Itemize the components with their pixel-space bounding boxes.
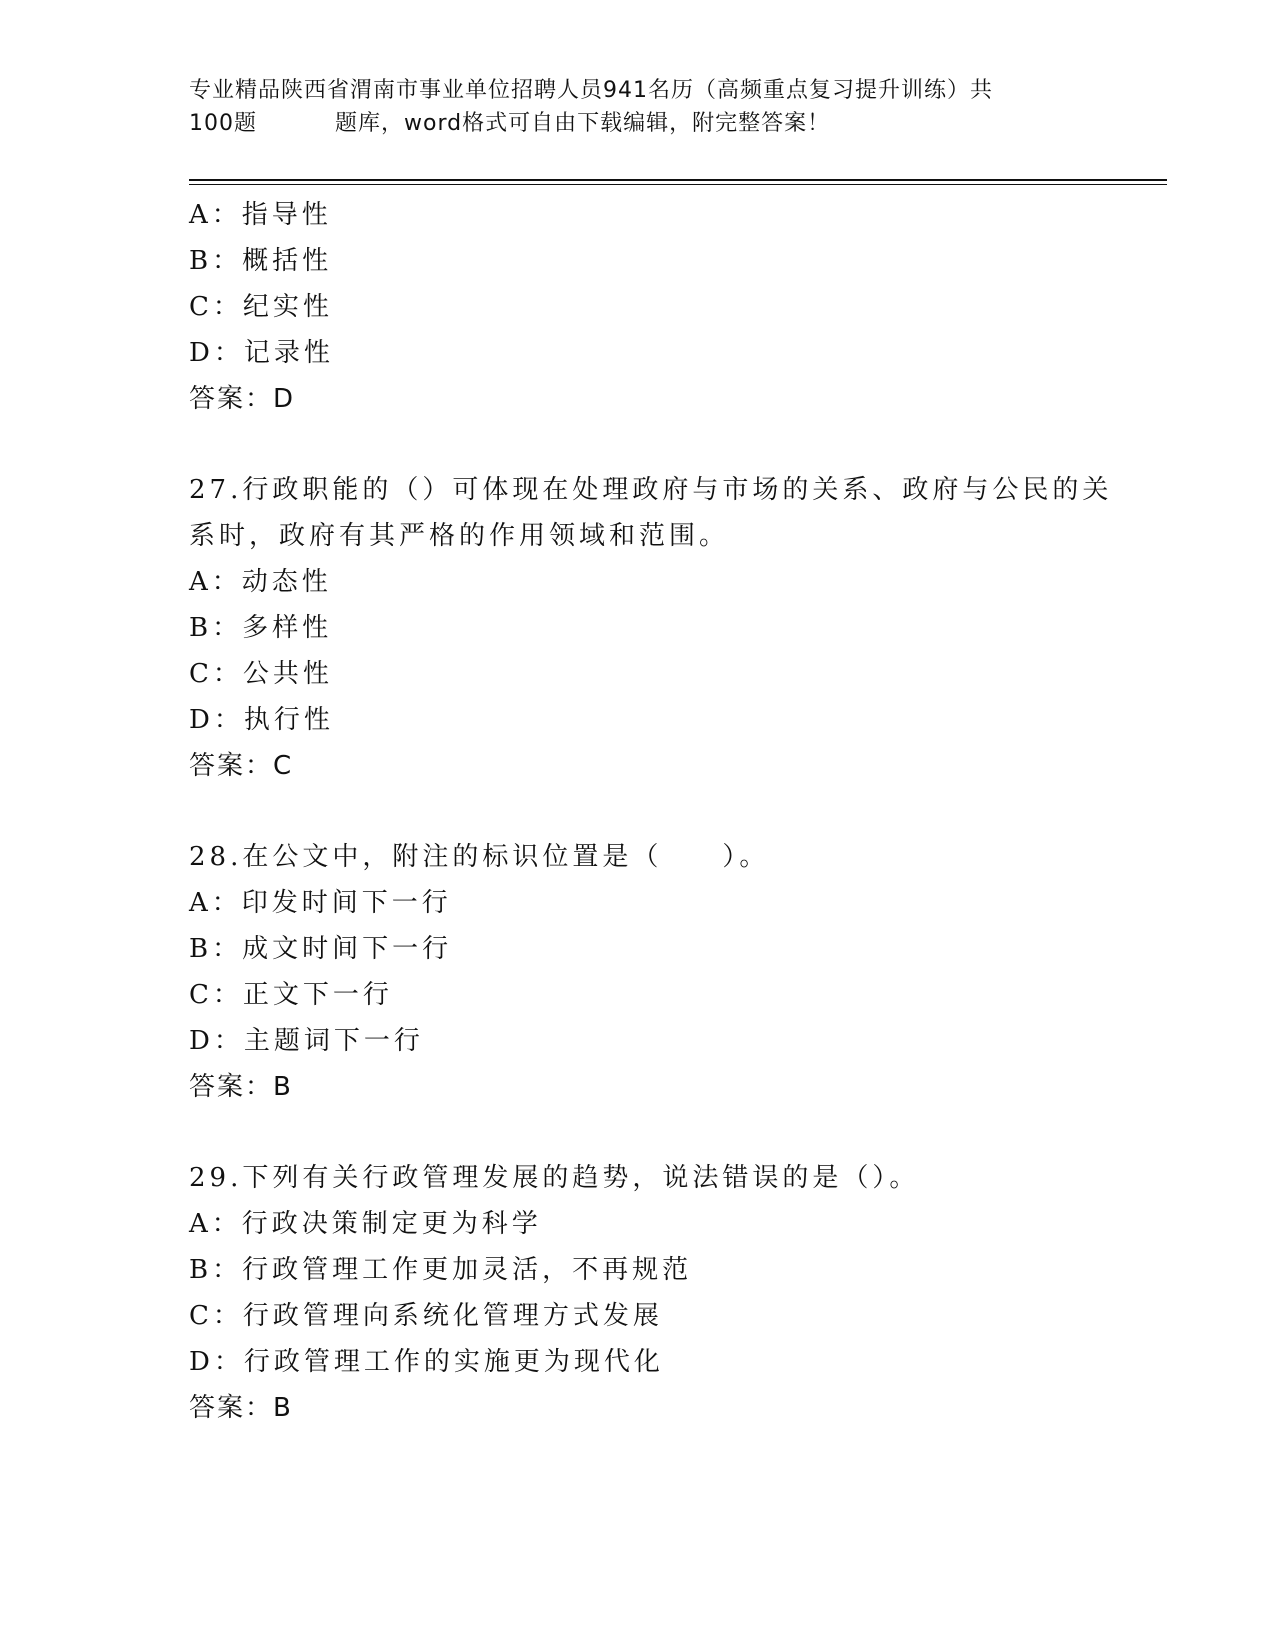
document-header (189, 74, 1089, 140)
option-b: B：行政管理工作更加灵活，不再规范 (189, 1255, 693, 1285)
question-stem-line1: 27.行政职能的（）可体现在处理政府与市场的关系、政府与公民的关 (189, 475, 1113, 505)
question-stem-line1: 28.在公文中，附注的标识位置是（ ）。 (189, 842, 770, 872)
option-c: C：纪实性 (189, 292, 333, 322)
option-a: A：动态性 (189, 567, 332, 597)
answer-line: 答案：B (189, 1393, 293, 1423)
option-a: A：行政决策制定更为科学 (189, 1209, 542, 1239)
option-a: A：指导性 (189, 200, 332, 230)
question-block-partial (189, 192, 1149, 422)
option-d: D：行政管理工作的实施更为现代化 (189, 1347, 664, 1377)
question-block-28 (189, 834, 1149, 1110)
option-c: C：公共性 (189, 659, 333, 689)
option-b: B：成文时间下一行 (189, 934, 453, 964)
header-rule-thick (189, 179, 1167, 181)
answer-line: 答案：C (189, 751, 294, 781)
question-block-29 (189, 1155, 1149, 1431)
option-c: C：正文下一行 (189, 980, 393, 1010)
option-a: A：印发时间下一行 (189, 888, 452, 918)
question-list (189, 192, 1149, 1431)
header-rule-thin (189, 184, 1167, 185)
answer-line: 答案：D (189, 384, 296, 414)
header-question-count: 100题 (189, 111, 257, 136)
header-title-line2 (189, 107, 1089, 140)
question-stem-line2: 系时，政府有其严格的作用领域和范围。 (189, 521, 730, 551)
option-b: B：多样性 (189, 613, 333, 643)
option-c: C：行政管理向系统化管理方式发展 (189, 1301, 663, 1331)
option-d: D：记录性 (189, 338, 334, 368)
question-block-27 (189, 467, 1149, 789)
option-b: B：概括性 (189, 246, 333, 276)
header-description: 题库，word格式可自由下载编辑，附完整答案！ (335, 111, 831, 136)
answer-line: 答案：B (189, 1072, 293, 1102)
option-d: D：执行性 (189, 705, 334, 735)
header-title-line1: 专业精品陕西省渭南市事业单位招聘人员941名历（高频重点复习提升训练）共 (189, 78, 993, 103)
option-d: D：主题词下一行 (189, 1026, 424, 1056)
question-stem-line1: 29.下列有关行政管理发展的趋势，说法错误的是（）。 (189, 1163, 920, 1193)
